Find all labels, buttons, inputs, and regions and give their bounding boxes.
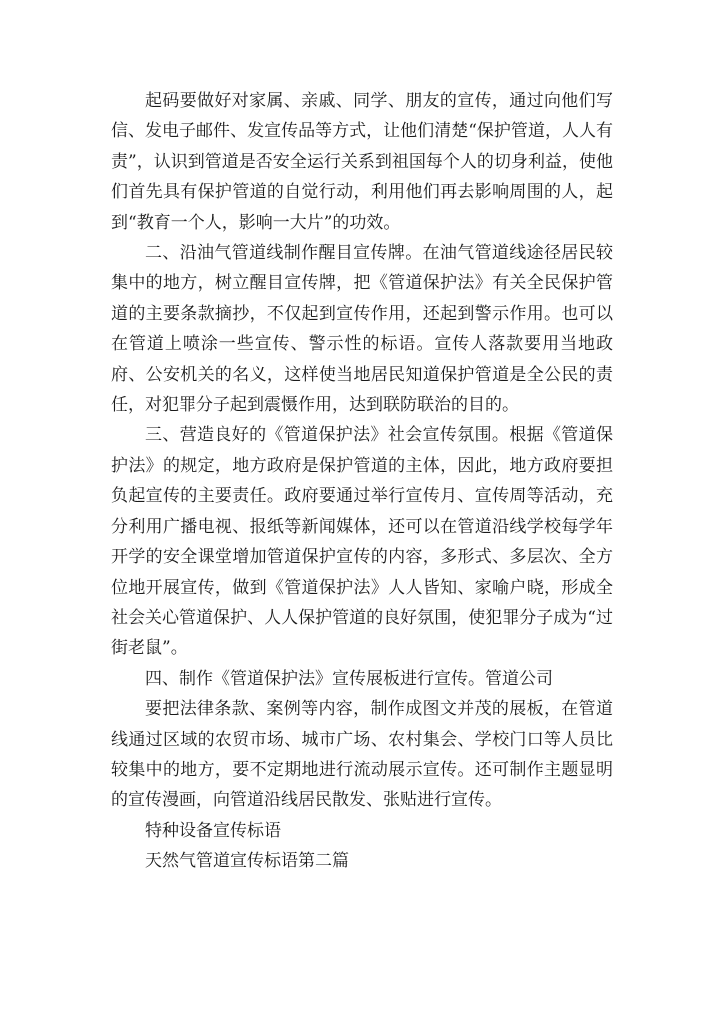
paragraph-section-two-signboards: 二、沿油气管道线制作醒目宣传牌。在油气管道线途径居民较集中的地方，树立醒目宣传牌，把《管道保护法》有关全民保护管道的主要条款摘抄，不仅起到宣传作用，还起到警示作用。也可以在管道上喷涂一些宣传、警示性的标语。宣传人落款要用当地政府、公安机关的名义，这样使当地居民知道保护管道是全公民的责任，对犯罪分子起到震慑作用，达到联防联治的目的。 <box>111 243 613 416</box>
document-body <box>111 86 613 877</box>
paragraph-section-three-atmosphere: 三、营造良好的《管道保护法》社会宣传氛围。根据《管道保护法》的规定，地方政府是保护管道的主体，因此，地方政府要担负起宣传的主要责任。政府要通过举行宣传月、宣传周等活动，充分利用广播电视、报纸等新闻媒体，还可以在管道沿线学校每学年开学的安全课堂增加管道保护宣传的内容，多形式、多层次、全方位地开展宣传，做到《管道保护法》人人皆知、家喻户晓，形成全社会关心管道保护、人人保护管道的良好氛围，使犯罪分子成为“过街老鼠”。 <box>111 425 613 659</box>
heading-special-equipment-slogans: 特种设备宣传标语 <box>145 820 281 841</box>
paragraph-section-four-heading: 四、制作《管道保护法》宣传展板进行宣传。管道公司 <box>145 668 553 689</box>
paragraph-section-four-body: 要把法律条款、案例等内容，制作成图文并茂的展板，在管道线通过区域的农贸市场、城市广场、农村集会、学校门口等人员比较集中的地方，要不定期地进行流动展示宣传。还可制作主题显明的宣传漫画，向管道沿线居民散发、张贴进行宣传。 <box>111 699 613 811</box>
heading-gas-pipeline-slogans-part-two: 天然气管道宣传标语第二篇 <box>145 851 349 872</box>
paragraph-family-friends-publicity: 起码要做好对家属、亲戚、同学、朋友的宣传，通过向他们写信、发电子邮件、发宣传品等方式，让他们清楚“保护管道，人人有责”，认识到管道是否安全运行关系到祖国每个人的切身利益，使他们首先具有保护管道的自觉行动，利用他们再去影响周围的人，起到“教育一个人，影响一大片”的功效。 <box>111 91 613 233</box>
